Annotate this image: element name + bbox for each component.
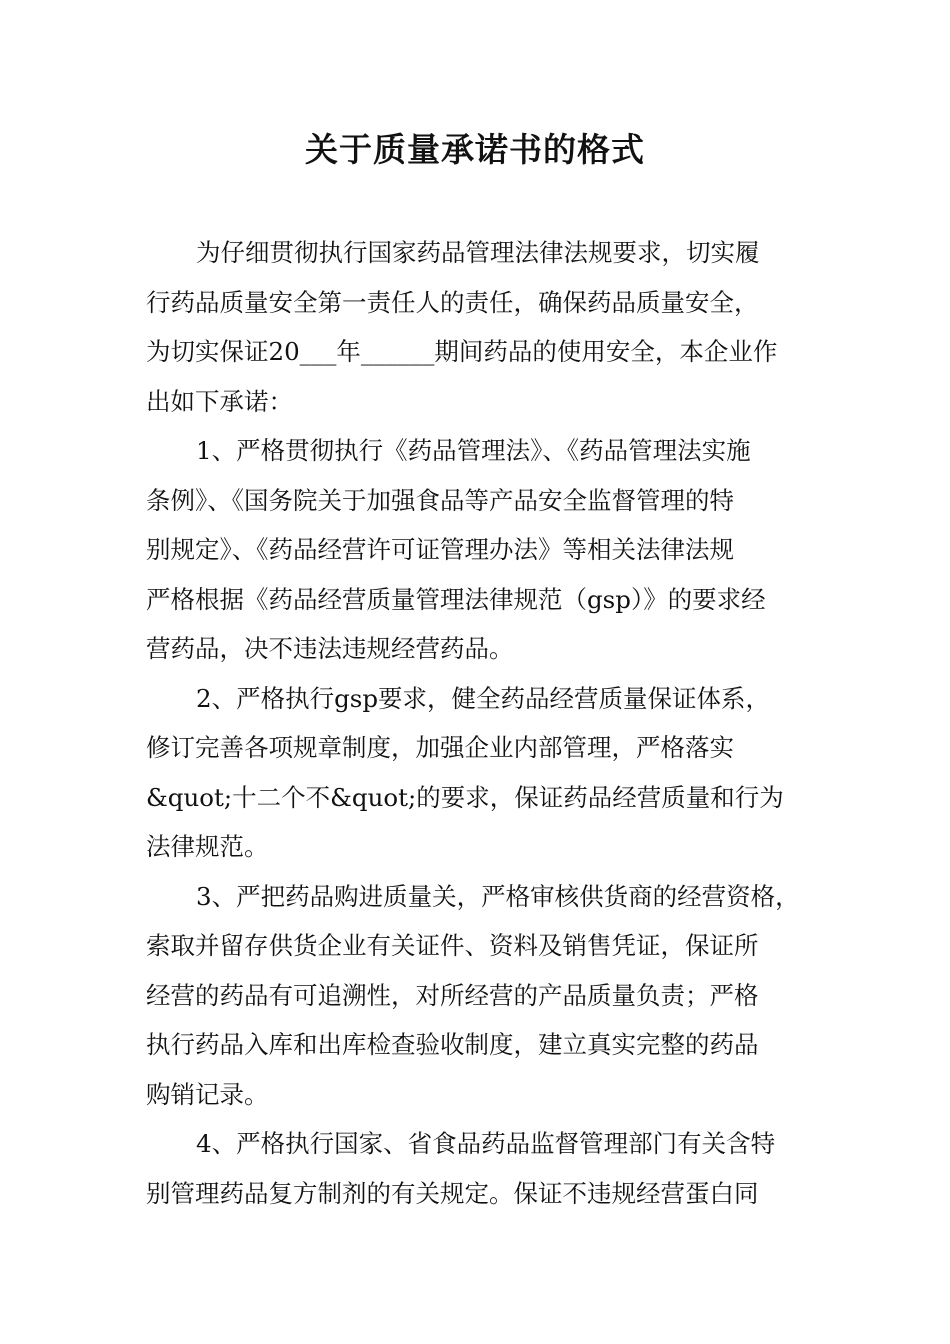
paragraph-intro-line-4: 出如下承诺： xyxy=(146,386,293,416)
item-1-line-4: 严格根据《药品经营质量管理法律规范（gsp）》的要求经 xyxy=(146,584,766,614)
item-3-line-2: 索取并留存供货企业有关证件、资料及销售凭证，保证所 xyxy=(146,931,759,960)
item-1-line-3: 别规定》、《药品经营许可证管理办法》等相关法律法规 xyxy=(146,535,734,564)
paragraph-intro-line-3: 为切实保证20___年______期间药品的使用安全，本企业作 xyxy=(146,337,778,366)
item-1-line-1: 1、严格贯彻执行《药品管理法》、《药品管理法实施 xyxy=(196,436,751,465)
item-2-line-1: 2、严格执行gsp要求，健全药品经营质量保证体系， xyxy=(196,683,771,713)
document-body xyxy=(146,228,818,1218)
paragraph-intro-line-1: 为仔细贯彻执行国家药品管理法律法规要求，切实履 xyxy=(196,238,760,267)
item-1-line-5: 营药品，决不违法违规经营药品。 xyxy=(146,634,514,663)
item-2-line-3: &quot;十二个不&quot;的要求，保证药品经营质量和行为 xyxy=(146,782,784,812)
item-3-line-5: 购销记录。 xyxy=(146,1079,269,1109)
paragraph-intro-line-2: 行药品质量安全第一责任人的责任，确保药品质量安全， xyxy=(146,287,759,317)
item-3-line-3: 经营的药品有可追溯性，对所经营的产品质量负责；严格 xyxy=(146,980,759,1010)
item-1-line-2: 条例》、《国务院关于加强食品等产品安全监督管理的特 xyxy=(146,485,734,515)
item-4-line-2: 别管理药品复方制剂的有关规定。保证不违规经营蛋白同 xyxy=(146,1178,759,1208)
item-2-line-2: 修订完善各项规章制度，加强企业内部管理，严格落实 xyxy=(146,733,734,762)
document-title: 关于质量承诺书的格式 xyxy=(305,130,645,169)
item-3-line-4: 执行药品入库和出库检查验收制度，建立真实完整的药品 xyxy=(146,1030,759,1059)
item-2-line-4: 法律规范。 xyxy=(146,832,269,861)
item-4-line-1: 4、严格执行国家、省食品药品监督管理部门有关含特 xyxy=(196,1129,776,1158)
item-3-line-1: 3、严把药品购进质量关，严格审核供货商的经营资格， xyxy=(196,881,800,911)
